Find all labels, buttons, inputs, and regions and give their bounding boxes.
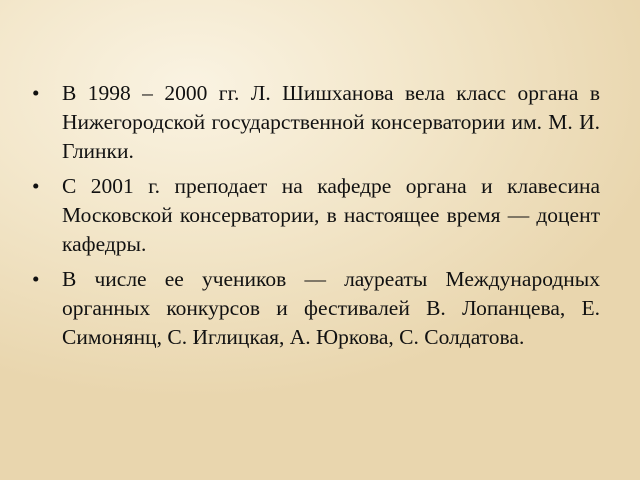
bullet-item — [31, 172, 600, 259]
bullet-text: В 1998 – 2000 гг. Л. Шишханова вела класс органа в Нижегородской государственной консерватории им. М. И. Глинки. — [62, 81, 600, 163]
bullet-text: В числе ее учеников — лауреаты Международных органных конкурсов и фестивалей В. Лопанцева, Е. Симонянц, С. Иглицкая, А. Юркова, С. Солдатова. — [62, 267, 600, 349]
bullet-list — [31, 79, 600, 358]
bullet-item — [31, 79, 600, 166]
bullet-dot: • — [32, 81, 40, 105]
bullet-dot: • — [32, 174, 40, 198]
bullet-item — [31, 265, 600, 352]
bullet-text: С 2001 г. преподает на кафедре органа и клавесина Московской консерватории, в настоящее время — доцент кафедры. — [62, 174, 600, 256]
bullet-dot: • — [32, 267, 40, 291]
